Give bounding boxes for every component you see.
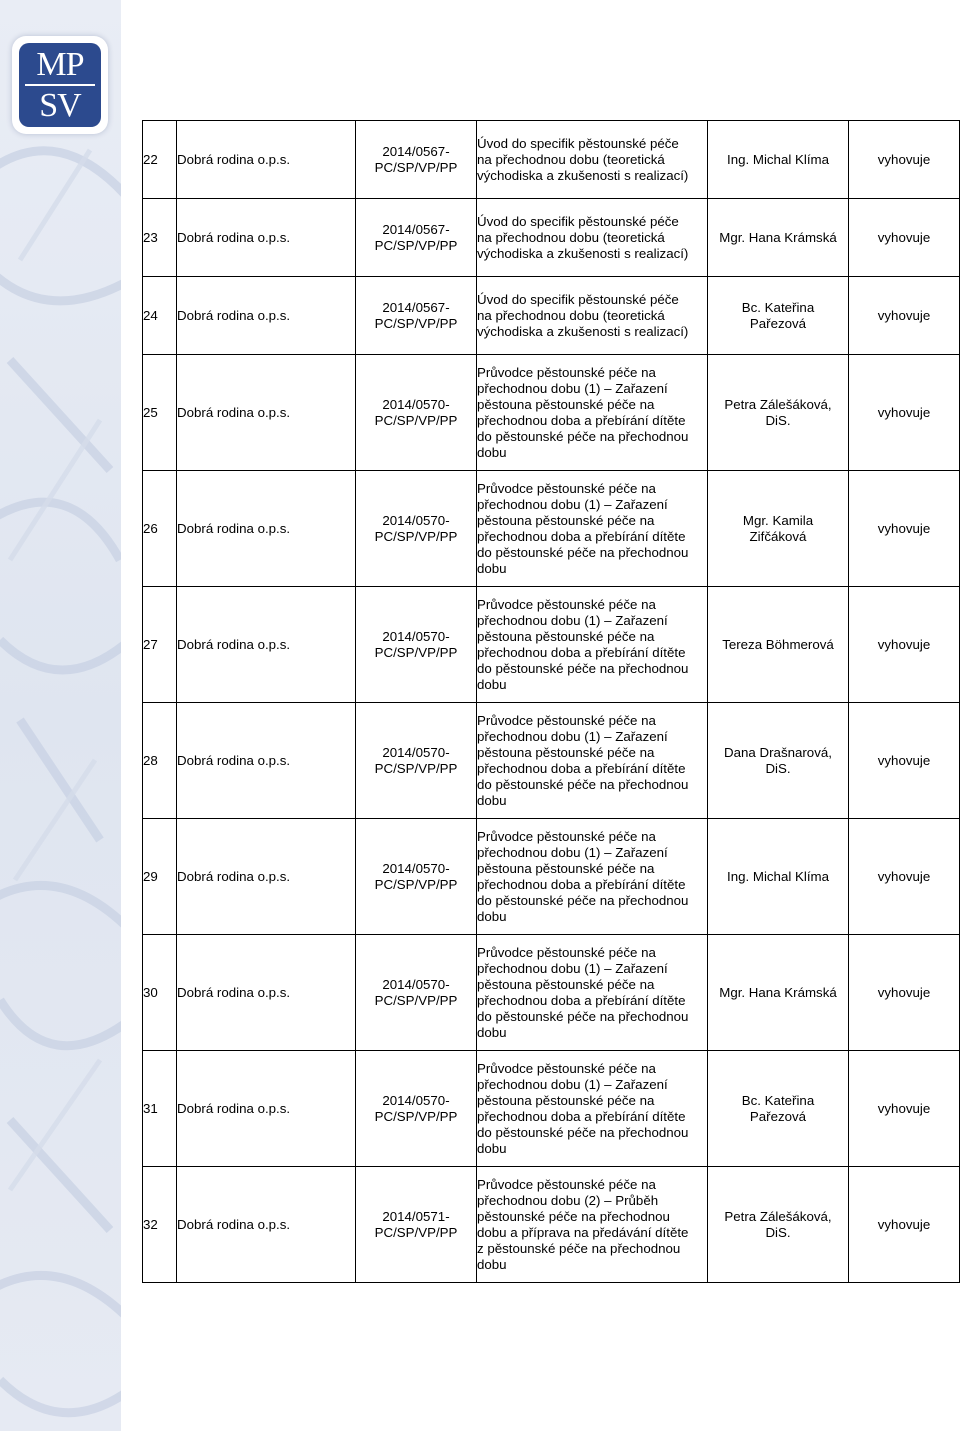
registration-number-cell bbox=[356, 1051, 477, 1167]
row-number-cell bbox=[143, 1051, 177, 1167]
status-text: vyhovuje bbox=[877, 1100, 931, 1116]
course-title-line: Průvodce pěstounské péče na bbox=[477, 712, 656, 728]
courses-table-body bbox=[143, 121, 960, 1283]
course-title-line: Úvod do specifik pěstounské péče bbox=[477, 213, 679, 229]
registration-number-line: PC/SP/VP/PP bbox=[374, 644, 458, 660]
status-text: vyhovuje bbox=[877, 752, 931, 768]
registration-number-line: 2014/0570- bbox=[382, 744, 450, 760]
organization-cell bbox=[177, 819, 356, 935]
lecturer-cell bbox=[708, 587, 849, 703]
course-title-line: přechodnou dobu (1) – Zařazení bbox=[477, 612, 668, 628]
course-title-line: přechodnou dobu (1) – Zařazení bbox=[477, 1076, 668, 1092]
lecturer-name-line: Mgr. Hana Krámská bbox=[719, 984, 837, 1000]
course-title-cell bbox=[477, 199, 708, 277]
status-cell bbox=[849, 1051, 960, 1167]
status-text: vyhovuje bbox=[877, 984, 931, 1000]
organization-name: Dobrá rodina o.p.s. bbox=[177, 1100, 291, 1116]
course-title-line: pěstounské péče na přechodnou bbox=[477, 1208, 670, 1224]
registration-number-line: PC/SP/VP/PP bbox=[374, 760, 458, 776]
organization-name: Dobrá rodina o.p.s. bbox=[177, 984, 291, 1000]
lecturer-name-line: Pařezová bbox=[749, 315, 807, 331]
course-title-line: Průvodce pěstounské péče na bbox=[477, 1060, 656, 1076]
lecturer-cell bbox=[708, 819, 849, 935]
course-title-line: dobu bbox=[477, 676, 507, 692]
row-number: 30 bbox=[143, 984, 158, 1000]
lecturer-name-line: Dana Drašnarová, bbox=[724, 744, 832, 760]
status-cell bbox=[849, 277, 960, 355]
course-title-line: pěstouna pěstounské péče na bbox=[477, 628, 655, 644]
lecturer-cell bbox=[708, 121, 849, 199]
lecturer-name-line: Zifčáková bbox=[749, 528, 807, 544]
lecturer-cell bbox=[708, 355, 849, 471]
registration-number-line: 2014/0567- bbox=[382, 299, 450, 315]
table-row bbox=[143, 355, 960, 471]
course-title-line: Průvodce pěstounské péče na bbox=[477, 596, 656, 612]
course-title-line: dobu bbox=[477, 792, 507, 808]
organization-cell bbox=[177, 935, 356, 1051]
course-title-line: do pěstounské péče na přechodnou bbox=[477, 660, 689, 676]
course-title-line: na přechodnou dobu (teoretická bbox=[477, 307, 665, 323]
course-title-line: do pěstounské péče na přechodnou bbox=[477, 892, 689, 908]
organization-cell bbox=[177, 471, 356, 587]
registration-number-line: 2014/0570- bbox=[382, 860, 450, 876]
row-number-cell bbox=[143, 199, 177, 277]
course-title-line: východiska a zkušenosti s realizací) bbox=[477, 245, 689, 261]
organization-cell bbox=[177, 1051, 356, 1167]
status-cell bbox=[849, 121, 960, 199]
registration-number-line: 2014/0570- bbox=[382, 396, 450, 412]
course-title-line: dobu a příprava na předávání dítěte bbox=[477, 1224, 689, 1240]
status-cell bbox=[849, 471, 960, 587]
lecturer-cell bbox=[708, 703, 849, 819]
course-title-line: do pěstounské péče na přechodnou bbox=[477, 1008, 689, 1024]
registration-number-line: PC/SP/VP/PP bbox=[374, 412, 458, 428]
course-title-line: dobu bbox=[477, 560, 507, 576]
lecturer-cell bbox=[708, 1167, 849, 1283]
courses-table bbox=[142, 120, 960, 1283]
registration-number-cell bbox=[356, 819, 477, 935]
table-row bbox=[143, 277, 960, 355]
lecturer-cell bbox=[708, 1051, 849, 1167]
logo-text-bottom: SV bbox=[39, 87, 81, 124]
organization-cell bbox=[177, 277, 356, 355]
status-text: vyhovuje bbox=[877, 520, 931, 536]
row-number: 22 bbox=[143, 151, 158, 167]
course-title-line: pěstouna pěstounské péče na bbox=[477, 860, 655, 876]
row-number-cell bbox=[143, 587, 177, 703]
course-title-line: přechodnou doba a přebírání dítěte bbox=[477, 992, 686, 1008]
course-title-line: pěstouna pěstounské péče na bbox=[477, 744, 655, 760]
registration-number-cell bbox=[356, 703, 477, 819]
course-title-line: přechodnou dobu (1) – Zařazení bbox=[477, 728, 668, 744]
row-number: 23 bbox=[143, 229, 158, 245]
course-title-line: přechodnou dobu (1) – Zařazení bbox=[477, 496, 668, 512]
course-title-line: do pěstounské péče na přechodnou bbox=[477, 544, 689, 560]
organization-cell bbox=[177, 587, 356, 703]
lecturer-name-line: Ing. Michal Klíma bbox=[727, 868, 829, 884]
course-title-cell bbox=[477, 121, 708, 199]
row-number-cell bbox=[143, 1167, 177, 1283]
lecturer-name-line: Tereza Böhmerová bbox=[722, 636, 834, 652]
status-text: vyhovuje bbox=[877, 1216, 931, 1232]
course-title-line: pěstouna pěstounské péče na bbox=[477, 396, 655, 412]
course-title-line: do pěstounské péče na přechodnou bbox=[477, 1124, 689, 1140]
table-row bbox=[143, 1051, 960, 1167]
course-title-line: na přechodnou dobu (teoretická bbox=[477, 229, 665, 245]
logo-divider bbox=[25, 84, 95, 86]
course-title-line: do pěstounské péče na přechodnou bbox=[477, 428, 689, 444]
row-number-cell bbox=[143, 121, 177, 199]
status-text: vyhovuje bbox=[877, 307, 931, 323]
organization-name: Dobrá rodina o.p.s. bbox=[177, 404, 291, 420]
lecturer-name-line: Petra Zálešáková, bbox=[724, 396, 832, 412]
registration-number-line: 2014/0570- bbox=[382, 976, 450, 992]
course-title-cell bbox=[477, 1051, 708, 1167]
registration-number-cell bbox=[356, 935, 477, 1051]
side-band-pattern bbox=[0, 0, 121, 1431]
course-title-line: do pěstounské péče na přechodnou bbox=[477, 776, 689, 792]
registration-number-line: PC/SP/VP/PP bbox=[374, 992, 458, 1008]
decorative-side-band bbox=[0, 0, 121, 1431]
registration-number-line: 2014/0570- bbox=[382, 1092, 450, 1108]
course-title-line: Průvodce pěstounské péče na bbox=[477, 364, 656, 380]
table-row bbox=[143, 471, 960, 587]
lecturer-name-line: Bc. Kateřina bbox=[741, 299, 815, 315]
status-cell bbox=[849, 819, 960, 935]
status-cell bbox=[849, 355, 960, 471]
registration-number-line: PC/SP/VP/PP bbox=[374, 1108, 458, 1124]
course-title-line: na přechodnou dobu (teoretická bbox=[477, 151, 665, 167]
status-cell bbox=[849, 199, 960, 277]
lecturer-name-line: Bc. Kateřina bbox=[741, 1092, 815, 1108]
course-title-line: dobu bbox=[477, 444, 507, 460]
organization-cell bbox=[177, 1167, 356, 1283]
organization-name: Dobrá rodina o.p.s. bbox=[177, 868, 291, 884]
course-title-line: přechodnou dobu (1) – Zařazení bbox=[477, 380, 668, 396]
registration-number-line: PC/SP/VP/PP bbox=[374, 876, 458, 892]
course-title-line: přechodnou doba a přebírání dítěte bbox=[477, 760, 686, 776]
organization-cell bbox=[177, 121, 356, 199]
course-title-line: pěstouna pěstounské péče na bbox=[477, 512, 655, 528]
registration-number-line: 2014/0567- bbox=[382, 143, 450, 159]
lecturer-cell bbox=[708, 471, 849, 587]
registration-number-line: PC/SP/VP/PP bbox=[374, 315, 458, 331]
organization-name: Dobrá rodina o.p.s. bbox=[177, 229, 291, 245]
course-title-line: dobu bbox=[477, 908, 507, 924]
row-number: 28 bbox=[143, 752, 158, 768]
registration-number-line: PC/SP/VP/PP bbox=[374, 1224, 458, 1240]
course-title-cell bbox=[477, 1167, 708, 1283]
table-row bbox=[143, 587, 960, 703]
registration-number-cell bbox=[356, 277, 477, 355]
registration-number-cell bbox=[356, 355, 477, 471]
course-title-line: dobu bbox=[477, 1024, 507, 1040]
registration-number-line: 2014/0570- bbox=[382, 512, 450, 528]
course-title-line: Průvodce pěstounské péče na bbox=[477, 944, 656, 960]
status-text: vyhovuje bbox=[877, 404, 931, 420]
row-number: 29 bbox=[143, 868, 158, 884]
logo-text-top: MP bbox=[36, 46, 84, 83]
course-title-line: dobu bbox=[477, 1140, 507, 1156]
status-cell bbox=[849, 1167, 960, 1283]
course-title-cell bbox=[477, 587, 708, 703]
organization-cell bbox=[177, 703, 356, 819]
row-number: 32 bbox=[143, 1216, 158, 1232]
table-row bbox=[143, 819, 960, 935]
organization-name: Dobrá rodina o.p.s. bbox=[177, 151, 291, 167]
course-title-line: Průvodce pěstounské péče na bbox=[477, 480, 656, 496]
course-title-line: východiska a zkušenosti s realizací) bbox=[477, 167, 689, 183]
registration-number-cell bbox=[356, 121, 477, 199]
course-title-line: přechodnou doba a přebírání dítěte bbox=[477, 1108, 686, 1124]
course-title-line: přechodnou doba a přebírání dítěte bbox=[477, 412, 686, 428]
lecturer-name-line: Mgr. Hana Krámská bbox=[719, 229, 837, 245]
lecturer-name-line: DiS. bbox=[765, 412, 791, 428]
row-number-cell bbox=[143, 471, 177, 587]
table-row bbox=[143, 121, 960, 199]
table-row bbox=[143, 1167, 960, 1283]
course-title-cell bbox=[477, 935, 708, 1051]
table-row bbox=[143, 935, 960, 1051]
course-title-line: dobu bbox=[477, 1256, 507, 1272]
organization-name: Dobrá rodina o.p.s. bbox=[177, 1216, 291, 1232]
organization-name: Dobrá rodina o.p.s. bbox=[177, 752, 291, 768]
registration-number-cell bbox=[356, 587, 477, 703]
course-title-cell bbox=[477, 355, 708, 471]
status-cell bbox=[849, 587, 960, 703]
row-number: 25 bbox=[143, 404, 158, 420]
lecturer-name-line: Ing. Michal Klíma bbox=[727, 151, 829, 167]
lecturer-name-line: Petra Zálešáková, bbox=[724, 1208, 832, 1224]
mpsv-logo-mark bbox=[19, 43, 101, 127]
course-title-line: z pěstounské péče na přechodnou bbox=[477, 1240, 681, 1256]
course-title-cell bbox=[477, 471, 708, 587]
course-title-line: přechodnou doba a přebírání dítěte bbox=[477, 876, 686, 892]
course-title-cell bbox=[477, 819, 708, 935]
status-text: vyhovuje bbox=[877, 636, 931, 652]
course-title-line: přechodnou dobu (2) – Průběh bbox=[477, 1192, 659, 1208]
registration-number-line: 2014/0571- bbox=[382, 1208, 450, 1224]
registration-number-line: PC/SP/VP/PP bbox=[374, 159, 458, 175]
course-title-line: přechodnou doba a přebírání dítěte bbox=[477, 644, 686, 660]
row-number-cell bbox=[143, 355, 177, 471]
course-title-line: přechodnou dobu (1) – Zařazení bbox=[477, 844, 668, 860]
course-title-cell bbox=[477, 703, 708, 819]
lecturer-name-line: DiS. bbox=[765, 1224, 791, 1240]
registration-number-cell bbox=[356, 471, 477, 587]
lecturer-cell bbox=[708, 277, 849, 355]
course-title-line: Úvod do specifik pěstounské péče bbox=[477, 135, 679, 151]
organization-name: Dobrá rodina o.p.s. bbox=[177, 636, 291, 652]
course-title-cell bbox=[477, 277, 708, 355]
row-number-cell bbox=[143, 277, 177, 355]
registration-number-line: PC/SP/VP/PP bbox=[374, 528, 458, 544]
row-number-cell bbox=[143, 935, 177, 1051]
course-title-line: pěstouna pěstounské péče na bbox=[477, 976, 655, 992]
row-number: 31 bbox=[143, 1100, 158, 1116]
row-number: 27 bbox=[143, 636, 158, 652]
lecturer-name-line: Pařezová bbox=[749, 1108, 807, 1124]
registration-number-line: PC/SP/VP/PP bbox=[374, 237, 458, 253]
row-number: 24 bbox=[143, 307, 158, 323]
course-title-line: přechodnou doba a přebírání dítěte bbox=[477, 528, 686, 544]
organization-name: Dobrá rodina o.p.s. bbox=[177, 520, 291, 536]
registration-number-cell bbox=[356, 1167, 477, 1283]
organization-cell bbox=[177, 355, 356, 471]
lecturer-name-line: DiS. bbox=[765, 760, 791, 776]
row-number-cell bbox=[143, 819, 177, 935]
status-text: vyhovuje bbox=[877, 868, 931, 884]
registration-number-line: 2014/0567- bbox=[382, 221, 450, 237]
course-title-line: Průvodce pěstounské péče na bbox=[477, 828, 656, 844]
course-title-line: pěstouna pěstounské péče na bbox=[477, 1092, 655, 1108]
lecturer-name-line: Mgr. Kamila bbox=[742, 512, 814, 528]
status-cell bbox=[849, 935, 960, 1051]
table-row bbox=[143, 199, 960, 277]
lecturer-cell bbox=[708, 199, 849, 277]
table-row bbox=[143, 703, 960, 819]
organization-name: Dobrá rodina o.p.s. bbox=[177, 307, 291, 323]
status-cell bbox=[849, 703, 960, 819]
row-number-cell bbox=[143, 703, 177, 819]
status-text: vyhovuje bbox=[877, 229, 931, 245]
organization-cell bbox=[177, 199, 356, 277]
course-title-line: přechodnou dobu (1) – Zařazení bbox=[477, 960, 668, 976]
course-title-line: východiska a zkušenosti s realizací) bbox=[477, 323, 689, 339]
row-number: 26 bbox=[143, 520, 158, 536]
course-title-line: Průvodce pěstounské péče na bbox=[477, 1176, 656, 1192]
lecturer-cell bbox=[708, 935, 849, 1051]
course-title-line: Úvod do specifik pěstounské péče bbox=[477, 291, 679, 307]
registration-number-line: 2014/0570- bbox=[382, 628, 450, 644]
status-text: vyhovuje bbox=[877, 151, 931, 167]
registration-number-cell bbox=[356, 199, 477, 277]
mpsv-logo bbox=[12, 36, 108, 134]
